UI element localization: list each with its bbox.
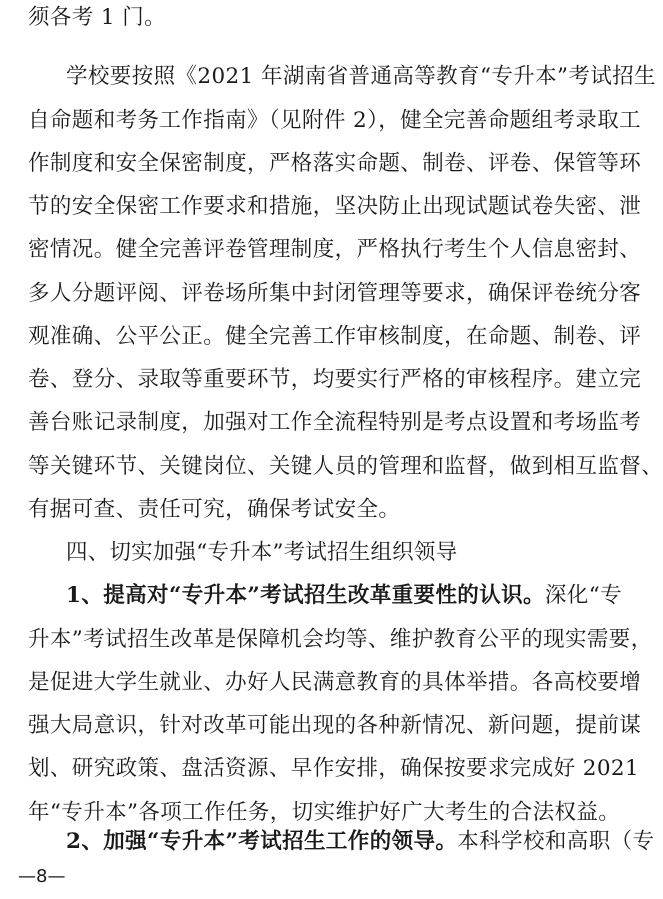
text-line: 强大局意识，针对改革可能出现的各种新情况、新问题，提前谋 [28, 713, 642, 738]
text-line: 观准确、公平公正。健全完善工作审核制度，在命题、制卷、评 [28, 324, 642, 349]
text-line: 年“专升本”各项工作任务，切实维护好广大考生的合法权益。 [28, 800, 621, 825]
subsection-title: 2、加强“专升本”考试招生工作的领导。 [66, 829, 458, 854]
text-line: 划、研究政策、盘活资源、早作安排，确保按要求完成好 2021 [28, 756, 640, 781]
text-span: 深化“专 [544, 583, 622, 608]
text-line: 升本”考试招生改革是保障机会均等、维护教育公平的现实需要， [28, 627, 653, 652]
text-line: 节的安全保密工作要求和措施，坚决防止出现试题试卷失密、泄 [28, 194, 642, 219]
section-heading: 四、切实加强“专升本”考试招生组织领导 [66, 540, 458, 565]
subsection-title: 1、提高对“专升本”考试招生改革重要性的认识。 [66, 583, 545, 608]
text-line: 作制度和安全保密制度，严格落实命题、制卷、评卷、保管等环 [28, 151, 642, 176]
text-line [66, 580, 622, 612]
text-line: 善台账记录制度，加强对工作全流程特别是考点设置和考场监考 [28, 410, 642, 435]
text-line: 卷、登分、录取等重要环节，均要实行严格的审核程序。建立完 [28, 367, 642, 392]
text-line: 学校要按照《2021 年湖南省普通高等教育“专升本”考试招生 [66, 64, 657, 89]
text-line: 有据可查、责任可究，确保考试安全。 [28, 497, 401, 522]
text-line: 自命题和考务工作指南》（见附件 2），健全完善命题组考录取工 [28, 108, 642, 133]
text-line: 等关键环节、关键岗位、关键人员的管理和监督，做到相互监督、 [28, 454, 663, 479]
text-line [66, 826, 655, 858]
page-number: —8— [18, 866, 66, 887]
text-span: 本科学校和高职（专 [457, 829, 655, 854]
text-line: 是促进大学生就业、办好人民满意教育的具体举措。各高校要增 [28, 670, 642, 695]
text-line: 密情况。健全完善评卷管理制度，严格执行考生个人信息密封、 [28, 237, 642, 262]
text-line: 多人分题评阅、评卷场所集中封闭管理等要求，确保评卷统分客 [28, 281, 642, 306]
text-line: 须各考 1 门。 [28, 5, 167, 30]
